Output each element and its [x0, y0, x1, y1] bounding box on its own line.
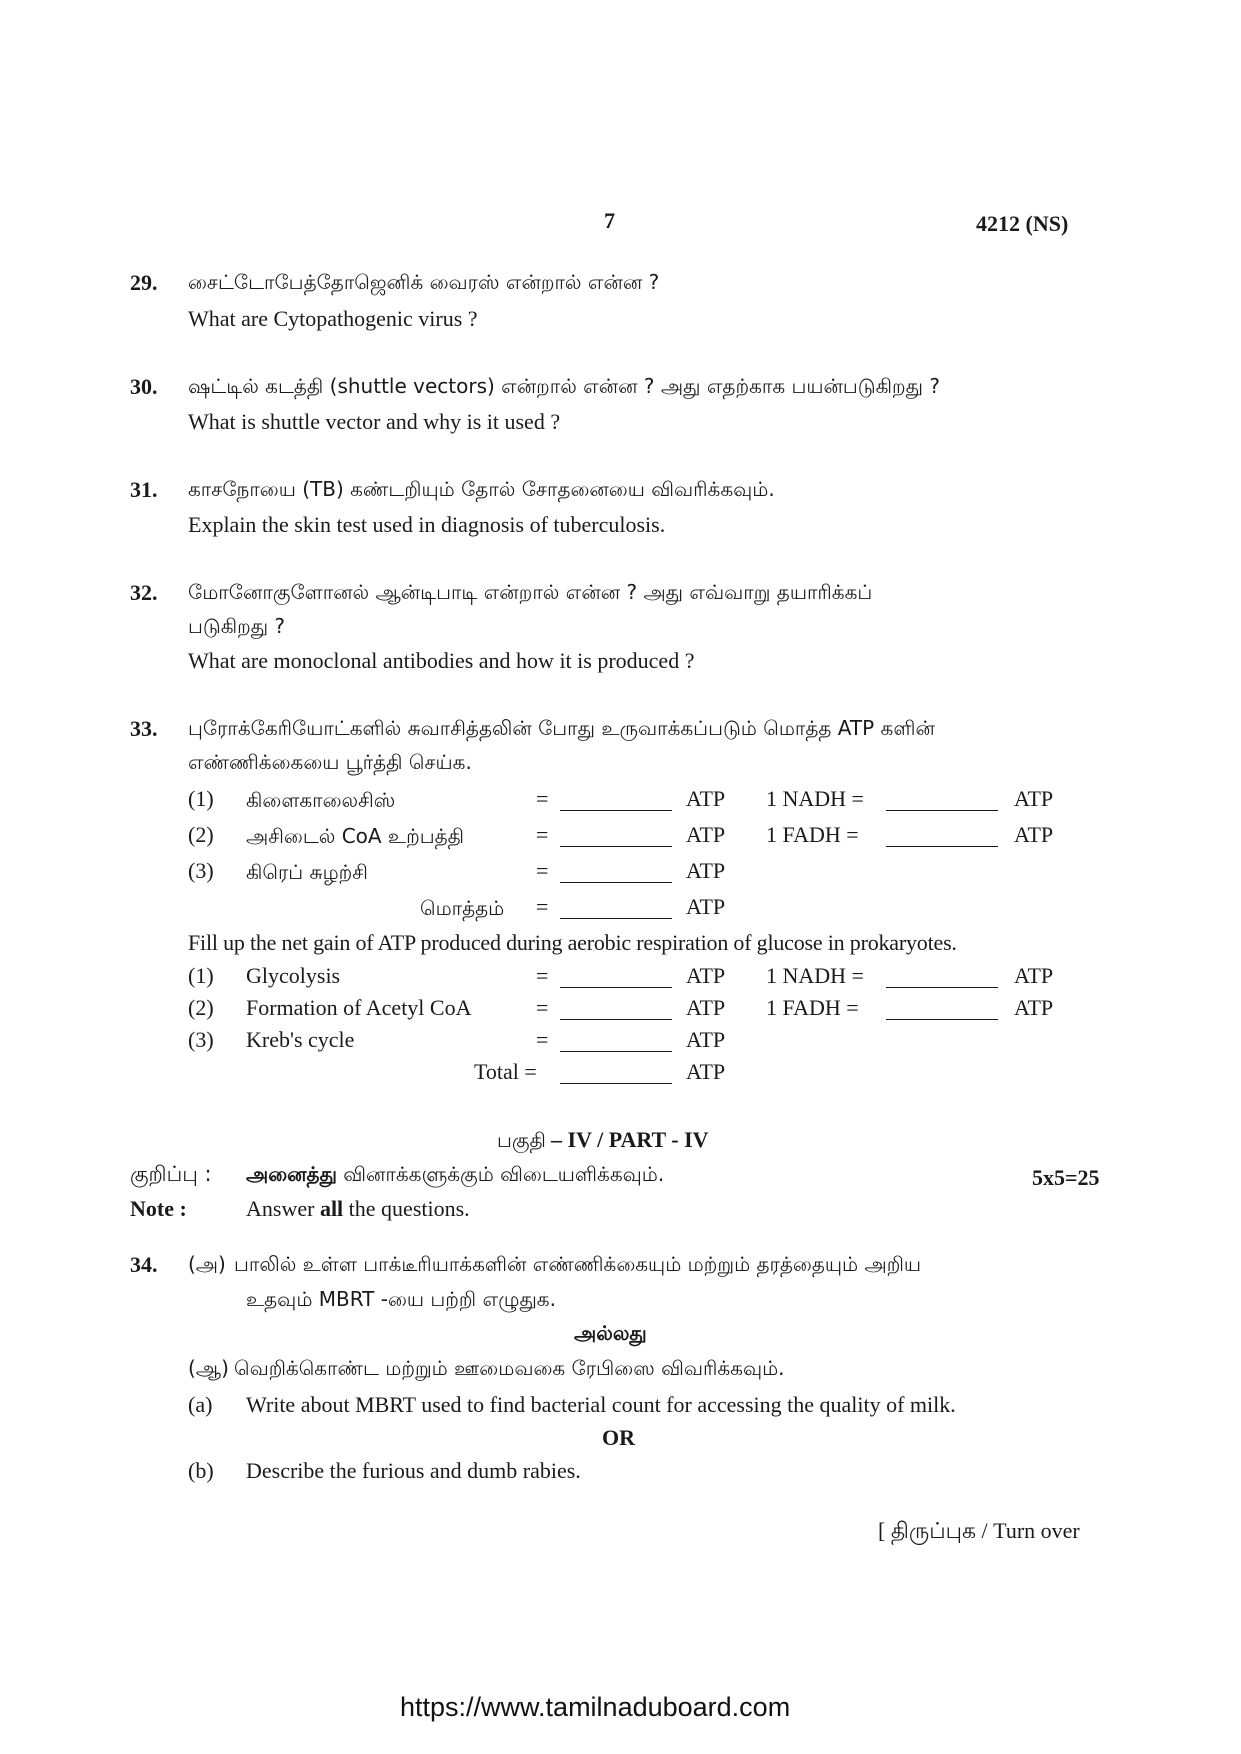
answer-blank[interactable]	[886, 810, 998, 811]
turn-over: [ திருப்புக / Turn over	[878, 1518, 1080, 1543]
answer-blank[interactable]	[886, 987, 998, 988]
row-index: (3)	[188, 1027, 214, 1052]
answer-blank[interactable]	[560, 1051, 672, 1052]
note-bold-tamil: அனைத்து	[246, 1162, 337, 1186]
row-right-unit: ATP	[1014, 786, 1054, 811]
note-text-tamil	[246, 1162, 664, 1189]
answer-blank[interactable]	[886, 1019, 998, 1020]
part-heading-english: – IV / PART - IV	[551, 1127, 709, 1152]
option-b-english: Describe the furious and dumb rabies.	[246, 1458, 581, 1483]
row-unit: ATP	[686, 995, 726, 1020]
row-unit: ATP	[686, 786, 726, 811]
note-post: the questions.	[348, 1196, 470, 1221]
note-pre: Answer	[246, 1196, 315, 1221]
footer-url[interactable]: https://www.tamilnaduboard.com	[400, 1692, 791, 1722]
note-label-tamil: குறிப்பு :	[130, 1162, 212, 1186]
row-equals: =	[536, 822, 549, 847]
option-a-tamil-cont: உதவும் MBRT -யை பற்றி எழுதுக.	[246, 1287, 556, 1311]
question-number: 30.	[130, 374, 158, 399]
total-label-english: Total =	[474, 1059, 537, 1084]
question-text-english: Explain the skin test used in diagnosis of tuberculosis.	[188, 512, 666, 537]
note-text-english	[246, 1196, 470, 1222]
option-b-tamil: வெறிக்கொண்ட மற்றும் ஊமைவகை ரேபிஸை விவரிக்கவும்.	[234, 1356, 785, 1380]
row-unit: ATP	[686, 894, 726, 919]
question-text-tamil: சைட்டோபேத்தோஜெனிக் வைரஸ் என்றால் என்ன ?	[188, 270, 660, 294]
question-text-english: What are Cytopathogenic virus ?	[188, 306, 478, 331]
row-equals: =	[536, 995, 549, 1020]
row-index: (3)	[188, 858, 214, 883]
question-number: 31.	[130, 477, 158, 502]
row-right-unit: ATP	[1014, 963, 1054, 988]
option-index-english: (b)	[188, 1458, 214, 1483]
question-text-tamil: புரோக்கேரியோட்களில் சுவாசித்தலின் போது உருவாக்கப்படும் மொத்த ATP களின்	[188, 716, 935, 740]
row-right-unit: ATP	[1014, 995, 1054, 1020]
row-equals: =	[536, 1027, 549, 1052]
answer-blank[interactable]	[560, 987, 672, 988]
part-heading-tamil: பகுதி	[497, 1128, 546, 1152]
note-label-english: Note :	[130, 1196, 187, 1221]
row-label: கிளைகாலைசிஸ்	[246, 788, 396, 812]
row-unit: ATP	[686, 858, 726, 883]
row-right-unit: ATP	[1014, 822, 1054, 847]
question-number: 34.	[130, 1252, 158, 1277]
question-text-tamil: மோனோகுளோனல் ஆன்டிபாடி என்றால் என்ன ? அது எவ்வாறு தயாரிக்கப்	[188, 580, 873, 604]
row-label: Kreb's cycle	[246, 1027, 355, 1052]
row-equals: =	[536, 858, 549, 883]
row-label: அசிடைல் CoA உற்பத்தி	[246, 824, 464, 848]
row-right-label: 1 FADH =	[766, 995, 859, 1020]
marks-allocation: 5x5=25	[1032, 1165, 1100, 1190]
row-unit: ATP	[686, 1027, 726, 1052]
option-index-tamil: (அ)	[188, 1252, 226, 1276]
answer-blank[interactable]	[886, 846, 998, 847]
question-number: 32.	[130, 580, 158, 605]
paper-code: 4212 (NS)	[976, 211, 1069, 236]
row-equals: =	[536, 786, 549, 811]
option-a-english: Write about MBRT used to find bacterial count for accessing the quality of milk.	[246, 1392, 956, 1417]
row-unit: ATP	[686, 822, 726, 847]
question-text-tamil-cont: எண்ணிக்கையை பூர்த்தி செய்க.	[188, 750, 472, 774]
answer-blank[interactable]	[560, 810, 672, 811]
row-right-label: 1 NADH =	[766, 963, 864, 988]
question-text-tamil: காசநோயை (TB) கண்டறியும் தோல் சோதனையை விவரிக்கவும்.	[188, 477, 775, 501]
row-index: (2)	[188, 822, 214, 847]
row-label: Glycolysis	[246, 963, 341, 988]
answer-blank[interactable]	[560, 846, 672, 847]
option-a-tamil: பாலில் உள்ள பாக்டீரியாக்களின் எண்ணிக்கையும் மற்றும் தரத்தையும் அறிய	[234, 1252, 922, 1276]
or-tamil: அல்லது	[574, 1321, 647, 1345]
option-index-english: (a)	[188, 1392, 213, 1417]
answer-blank[interactable]	[560, 918, 672, 919]
question-number: 33.	[130, 716, 158, 741]
row-equals: =	[536, 963, 549, 988]
row-unit: ATP	[686, 1059, 726, 1084]
row-label: Formation of Acetyl CoA	[246, 995, 472, 1020]
total-label-tamil: மொத்தம்	[420, 896, 505, 920]
answer-blank[interactable]	[560, 882, 672, 883]
question-text-tamil-cont: படுகிறது ?	[188, 614, 286, 638]
row-index: (1)	[188, 786, 214, 811]
row-unit: ATP	[686, 963, 726, 988]
note-rest-tamil: வினாக்களுக்கும் விடையளிக்கவும்.	[343, 1162, 665, 1186]
question-number: 29.	[130, 270, 158, 295]
question-text-english: Fill up the net gain of ATP produced during aerobic respiration of glucose in prokaryotes.	[188, 930, 957, 955]
question-text-tamil: ஷட்டில் கடத்தி (shuttle vectors) என்றால் என்ன ? அது எதற்காக பயன்படுகிறது ?	[188, 374, 940, 398]
row-right-label: 1 FADH =	[766, 822, 859, 847]
option-index-tamil: (ஆ)	[188, 1356, 229, 1380]
answer-blank[interactable]	[560, 1083, 672, 1084]
answer-blank[interactable]	[560, 1019, 672, 1020]
row-label: கிரெப் சுழற்சி	[246, 860, 368, 884]
or-english: OR	[602, 1425, 635, 1450]
part-heading	[497, 1127, 709, 1155]
note-bold: all	[319, 1196, 344, 1221]
row-index: (1)	[188, 963, 214, 988]
row-right-label: 1 NADH =	[766, 786, 864, 811]
question-text-english: What is shuttle vector and why is it used ?	[188, 409, 561, 434]
page-number: 7	[604, 208, 615, 233]
row-equals: =	[536, 894, 549, 919]
row-index: (2)	[188, 995, 214, 1020]
question-text-english: What are monoclonal antibodies and how it is produced ?	[188, 648, 695, 673]
